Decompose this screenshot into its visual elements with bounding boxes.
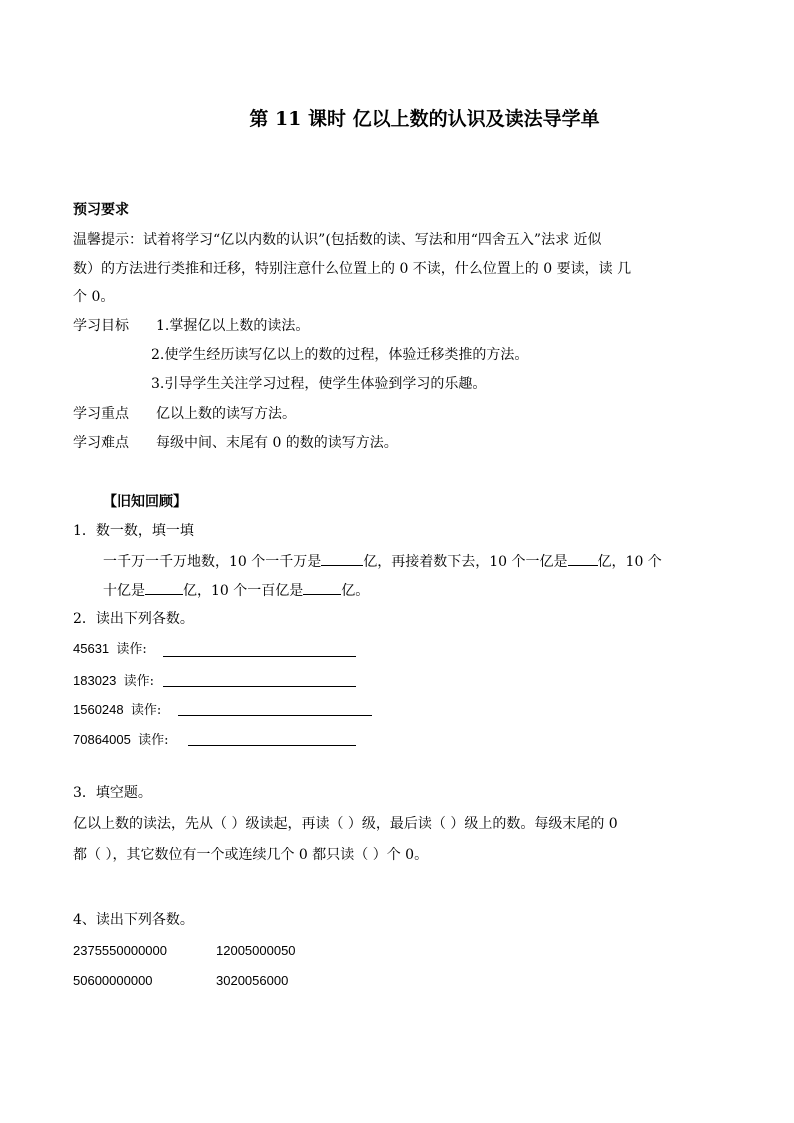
review-heading: 【旧知回顾】 xyxy=(103,494,187,510)
q2-answer-line-4[interactable] xyxy=(188,745,356,746)
q2-read-label: 读作: xyxy=(130,703,162,718)
q4-number-2: 12005000050 xyxy=(216,943,296,958)
q2-item-2 xyxy=(73,670,154,689)
q1-title: 1．数一数，填一填 xyxy=(73,523,194,539)
q2-title: 2．读出下列各数。 xyxy=(73,611,194,627)
q4-title: 4、读出下列各数。 xyxy=(73,912,194,928)
focus-label: 学习重点 xyxy=(73,406,129,422)
goal-3: 3.引导学生关注学习过程，使学生体验到学习的乐趣。 xyxy=(151,376,487,392)
goal-2: 2.使学生经历读写亿以上的数的过程，体验迁移类推的方法。 xyxy=(151,347,529,363)
q2-read-label: 读作: xyxy=(138,733,169,748)
q1-blank-4[interactable] xyxy=(303,580,341,595)
q2-item-1 xyxy=(73,640,147,660)
q2-item-3 xyxy=(73,699,161,718)
focus-text: 亿以上数的读写方法。 xyxy=(156,406,296,422)
q4-number-4: 3020056000 xyxy=(216,973,289,988)
goals-label: 学习目标 xyxy=(73,318,129,334)
q4-number-3: 50600000000 xyxy=(73,973,153,988)
q1-text-f: 亿。 xyxy=(341,583,370,599)
q1-line-2 xyxy=(103,580,369,601)
q1-line-1 xyxy=(103,551,662,572)
page-title: 第 11 课时 亿以上数的认识及读法导学单 xyxy=(249,108,600,130)
q2-answer-line-2[interactable] xyxy=(163,686,356,687)
q2-number: 45631 xyxy=(73,641,110,656)
q2-number: 183023 xyxy=(73,673,117,688)
tip-line-3: 个 0。 xyxy=(73,289,115,305)
q2-read-label: 读作: xyxy=(123,674,155,689)
tip-line-1: 温馨提示：试着将学习“亿以内数的认识”(包括数的读、写法和用“四舍五入”法求 近似 xyxy=(73,232,602,248)
q4-number-1: 2375550000000 xyxy=(73,943,167,958)
q1-text-a: 一千万一千万地数，10 个一千万是 xyxy=(103,554,322,570)
q3-line-1: 亿以上数的读法，先从（ ）级读起，再读（ ）级，最后读（ ）级上的数。每级末尾的 0 xyxy=(73,816,618,832)
q1-blank-1[interactable] xyxy=(321,551,363,566)
q2-read-label: 读作: xyxy=(116,642,147,657)
preview-heading: 预习要求 xyxy=(73,202,129,218)
difficulty-label: 学习难点 xyxy=(73,435,129,451)
q2-answer-line-3[interactable] xyxy=(178,715,372,716)
q2-number: 1560248 xyxy=(73,702,124,717)
q3-line-2: 都（ ），其它数位有一个或连续几个 0 都只读（ ）个 0。 xyxy=(73,847,429,863)
difficulty-text: 每级中间、末尾有 0 的数的读写方法。 xyxy=(156,435,398,451)
q2-number: 70864005 xyxy=(73,732,131,747)
q1-text-e: 亿，10 个一百亿是 xyxy=(183,583,304,599)
q1-blank-2[interactable] xyxy=(568,551,598,566)
q1-blank-3[interactable] xyxy=(145,580,183,595)
q1-text-c: 亿，10 个 xyxy=(597,554,662,570)
q1-text-b: 亿，再接着数下去，10 个一亿是 xyxy=(363,554,568,570)
tip-line-2: 数）的方法进行类推和迁移，特别注意什么位置上的 0 不读，什么位置上的 0 要读，读 几 xyxy=(73,261,632,277)
q1-text-d: 十亿是 xyxy=(103,583,145,599)
q2-answer-line-1[interactable] xyxy=(163,656,356,657)
q2-item-4 xyxy=(73,729,168,748)
goal-1: 1.掌握亿以上数的读法。 xyxy=(156,318,310,334)
q3-title: 3．填空题。 xyxy=(73,785,152,801)
